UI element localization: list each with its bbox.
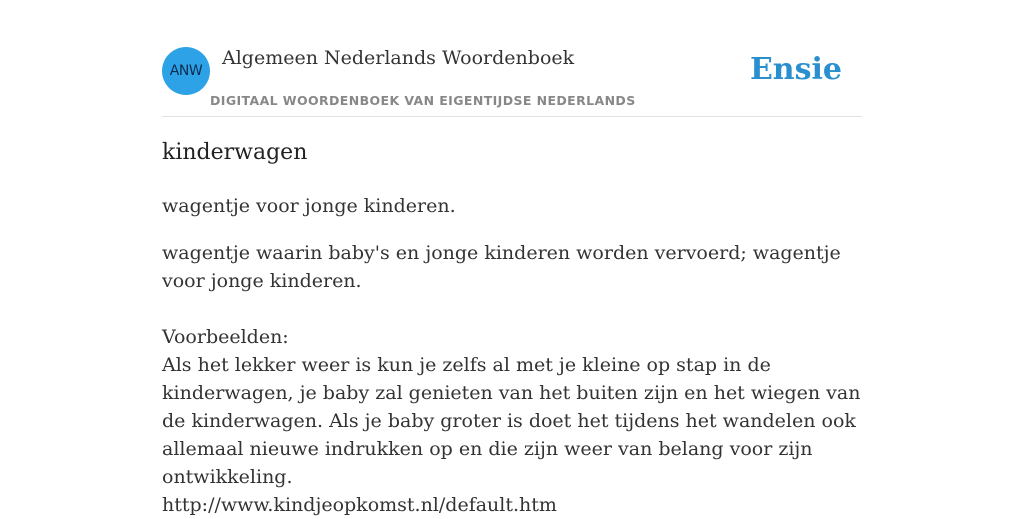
definition-1: wagentje voor jonge kinderen.	[162, 195, 456, 217]
site-title[interactable]: Algemeen Nederlands Woordenboek	[222, 47, 575, 69]
source-url[interactable]: http://www.kindjeopkomst.nl/default.htm	[162, 494, 557, 516]
anw-logo[interactable]: ANW	[162, 47, 210, 95]
site-header	[162, 40, 862, 117]
entry-word: kinderwagen	[162, 140, 308, 165]
examples-label: Voorbeelden:	[162, 326, 289, 348]
ensie-brand-logo[interactable]: Ensie	[749, 52, 842, 87]
site-subtitle: DIGITAAL WOORDENBOEK VAN EIGENTIJDSE NEDERLANDS	[210, 93, 636, 108]
examples-block	[162, 323, 862, 519]
example-text: Als het lekker weer is kun je zelfs al met je kleine op stap in de kinderwagen, je baby zal genieten van het buiten zijn en het wiegen van de kinderwagen. Als je baby groter is doet het tijdens het wandelen ook allemaal nieuwe indrukken op en die zijn weer van belang voor zijn ontwikkeling.	[162, 354, 861, 488]
definition-2: wagentje waarin baby's en jonge kinderen worden vervoerd; wagentje voor jonge kinderen.	[162, 242, 841, 292]
